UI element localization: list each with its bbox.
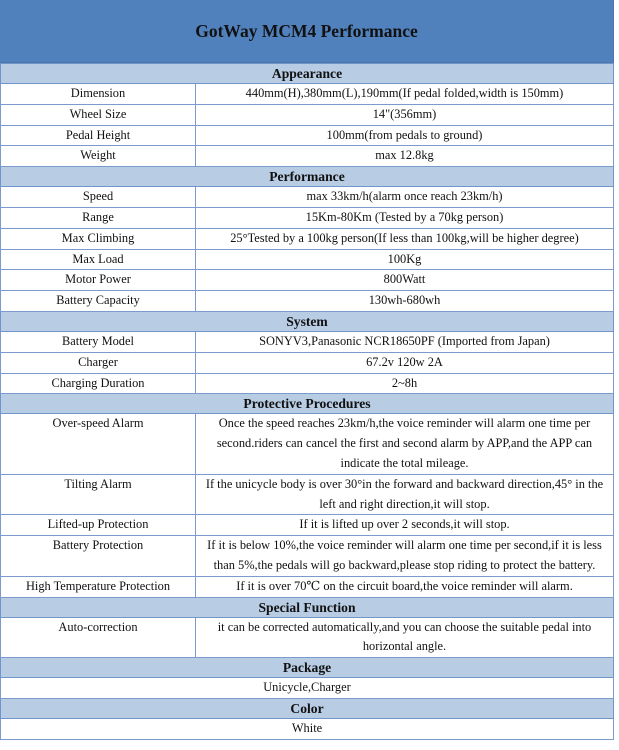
spec-label: Auto-correction	[1, 617, 196, 658]
table-row	[1, 84, 614, 105]
spec-value: 100Kg	[196, 249, 614, 270]
section-header: Appearance	[1, 64, 614, 84]
spec-value: 25°Tested by a 100kg person(If less than 100kg,will be higher degree)	[196, 228, 614, 249]
section-header: Protective Procedures	[1, 394, 614, 414]
spec-label: Range	[1, 207, 196, 228]
section-header-row	[1, 167, 614, 187]
spec-label: Wheel Size	[1, 104, 196, 125]
spec-value: max 12.8kg	[196, 146, 614, 167]
spec-label: Charging Duration	[1, 373, 196, 394]
table-row	[1, 352, 614, 373]
spec-label: Weight	[1, 146, 196, 167]
spec-value: 67.2v 120w 2A	[196, 352, 614, 373]
spec-value: 800Watt	[196, 270, 614, 291]
table-row	[1, 146, 614, 167]
section-header: Package	[1, 658, 614, 678]
table-row	[1, 718, 614, 739]
spec-label: Charger	[1, 352, 196, 373]
table-row	[1, 331, 614, 352]
table-row	[1, 291, 614, 312]
spec-value: If the unicycle body is over 30°in the forward and backward direction,45° in the left and right direction,it will stop.	[196, 474, 614, 515]
section-header-row	[1, 64, 614, 84]
page-title: GotWay MCM4 Performance	[195, 20, 418, 41]
title-band	[0, 0, 614, 63]
spec-label: Dimension	[1, 84, 196, 105]
table-row	[1, 474, 614, 515]
spec-value: 2~8h	[196, 373, 614, 394]
spec-value: it can be corrected automatically,and you can choose the suitable pedal into horizontal angle.	[196, 617, 614, 658]
section-header: Color	[1, 698, 614, 718]
table-row	[1, 536, 614, 577]
spec-value: 15Km-80Km (Tested by a 70kg person)	[196, 207, 614, 228]
table-row	[1, 617, 614, 658]
section-header-row	[1, 394, 614, 414]
spec-value: If it is over 70℃ on the circuit board,the voice reminder will alarm.	[196, 576, 614, 597]
spec-label: Battery Protection	[1, 536, 196, 577]
section-header: System	[1, 311, 614, 331]
spec-label: Battery Capacity	[1, 291, 196, 312]
spec-label: Tilting Alarm	[1, 474, 196, 515]
table-row	[1, 373, 614, 394]
spec-label: Battery Model	[1, 331, 196, 352]
spec-value: 130wh-680wh	[196, 291, 614, 312]
spec-label: Speed	[1, 187, 196, 208]
section-header-row	[1, 597, 614, 617]
spec-label: Lifted-up Protection	[1, 515, 196, 536]
spec-label: Over-speed Alarm	[1, 414, 196, 474]
spec-value: Unicycle,Charger	[1, 678, 614, 699]
spec-table	[0, 63, 614, 740]
table-row	[1, 125, 614, 146]
spec-value: SONYV3,Panasonic NCR18650PF (Imported from Japan)	[196, 331, 614, 352]
table-row	[1, 249, 614, 270]
spec-value: If it is lifted up over 2 seconds,it will stop.	[196, 515, 614, 536]
table-row	[1, 270, 614, 291]
spec-label: Max Climbing	[1, 228, 196, 249]
section-header: Performance	[1, 167, 614, 187]
table-row	[1, 187, 614, 208]
spec-label: Motor Power	[1, 270, 196, 291]
table-row	[1, 414, 614, 474]
spec-value: White	[1, 718, 614, 739]
spec-value: If it is below 10%,the voice reminder will alarm one time per second,if it is less than 5%,the pedals will go backward,please stop riding to protect the battery.	[196, 536, 614, 577]
spec-label: Pedal Height	[1, 125, 196, 146]
spec-label: High Temperature Protection	[1, 576, 196, 597]
section-header-row	[1, 311, 614, 331]
table-row	[1, 228, 614, 249]
spec-label: Max Load	[1, 249, 196, 270]
table-row	[1, 515, 614, 536]
spec-value: 14"(356mm)	[196, 104, 614, 125]
spec-value: Once the speed reaches 23km/h,the voice reminder will alarm one time per second.riders can cancel the first and second alarm by APP,and the APP can indicate the total mileage.	[196, 414, 614, 474]
spec-table-body	[1, 64, 614, 740]
section-header: Special Function	[1, 597, 614, 617]
spec-value: 440mm(H),380mm(L),190mm(If pedal folded,width is 150mm)	[196, 84, 614, 105]
table-row	[1, 678, 614, 699]
table-row	[1, 207, 614, 228]
section-header-row	[1, 698, 614, 718]
spec-value: max 33km/h(alarm once reach 23km/h)	[196, 187, 614, 208]
table-row	[1, 104, 614, 125]
section-header-row	[1, 658, 614, 678]
table-row	[1, 576, 614, 597]
spec-value: 100mm(from pedals to ground)	[196, 125, 614, 146]
